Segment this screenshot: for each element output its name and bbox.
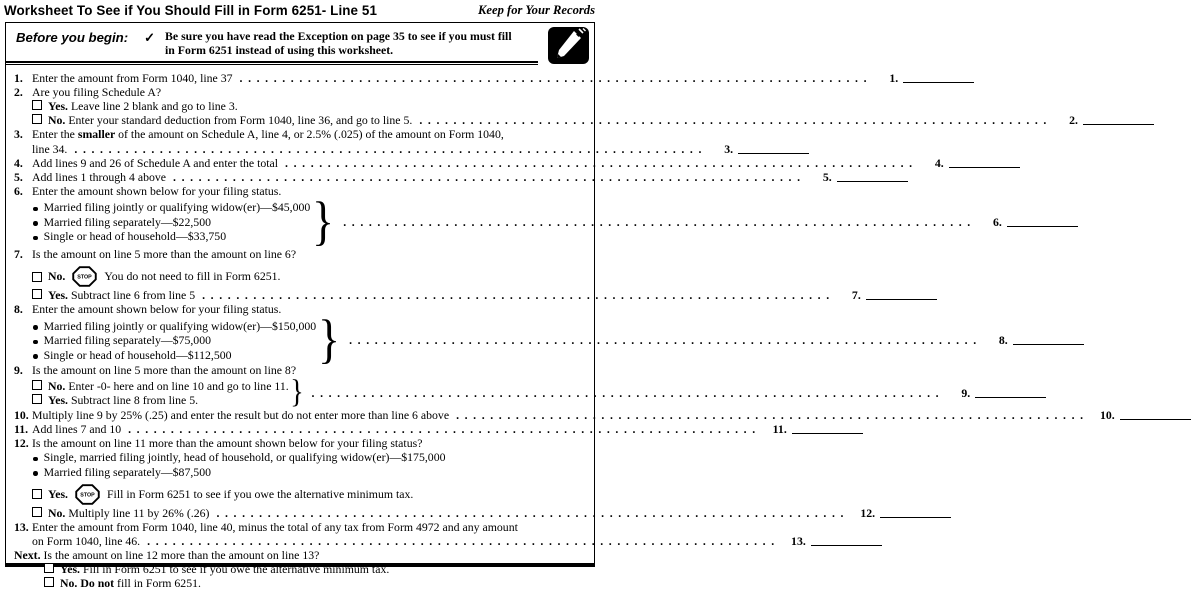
no-label: No. bbox=[48, 270, 65, 283]
line-12-yes-option bbox=[14, 484, 586, 505]
line-8-bullet-2: Married filing separately—$75,000 bbox=[44, 333, 211, 348]
line-3-text-pre: Enter the bbox=[32, 127, 78, 141]
no-text: Enter -0- here and on line 10 and go to line 11. bbox=[65, 379, 288, 393]
no-text: Enter your standard deduction from Form 1040, line 36, and go to line 5. bbox=[65, 113, 412, 127]
yes-label: Yes. bbox=[48, 393, 68, 407]
no-label: No. bbox=[48, 379, 65, 393]
stop-icon bbox=[75, 484, 100, 505]
line-2-no-text bbox=[48, 114, 412, 127]
dot-leader bbox=[312, 387, 945, 400]
line-5-entry bbox=[811, 171, 908, 184]
line-7-right-number: 7. bbox=[840, 289, 861, 302]
line-6-bullet-1: Married filing jointly or qualifying widow(er)—$45,000 bbox=[44, 200, 311, 215]
line-12-text: Is the amount on line 11 more than the amount shown below for your filing status? bbox=[32, 437, 422, 450]
line-2-no-option bbox=[14, 114, 586, 127]
list-item bbox=[32, 348, 316, 363]
line-12-right-number: 12. bbox=[854, 507, 875, 520]
worksheet-lines bbox=[6, 69, 594, 590]
bullet-icon bbox=[33, 471, 38, 476]
yes-text: Subtract line 6 from line 5 bbox=[68, 288, 195, 302]
line-8 bbox=[14, 303, 586, 316]
line-6 bbox=[14, 185, 586, 198]
list-item bbox=[32, 319, 316, 334]
entry-line-5[interactable] bbox=[837, 181, 908, 182]
entry-line-4[interactable] bbox=[949, 167, 1020, 168]
line-5 bbox=[14, 171, 586, 184]
dot-leader bbox=[349, 334, 982, 347]
list-item bbox=[32, 229, 310, 244]
line-2-yes-option bbox=[14, 100, 586, 113]
line-13 bbox=[14, 521, 586, 534]
next-no-checkbox[interactable] bbox=[44, 577, 54, 587]
dot-leader bbox=[173, 171, 806, 184]
bullet-icon bbox=[33, 354, 38, 359]
entry-line-11[interactable] bbox=[792, 433, 863, 434]
line-2-entry bbox=[1057, 114, 1154, 127]
line-8-amount-group bbox=[14, 318, 586, 362]
line-6-bullet-3: Single or head of household—$33,750 bbox=[44, 229, 227, 244]
line-10 bbox=[14, 409, 586, 422]
line-8-bullet-1: Married filing jointly or qualifying widow(er)—$150,000 bbox=[44, 319, 317, 334]
line-10-entry bbox=[1094, 409, 1191, 422]
bullet-icon bbox=[33, 340, 38, 345]
dot-leader bbox=[74, 143, 707, 156]
next-text bbox=[14, 549, 319, 562]
line-6-entry bbox=[981, 216, 1078, 229]
line-7-no-checkbox[interactable] bbox=[32, 272, 42, 282]
entry-line-8[interactable] bbox=[1013, 344, 1084, 345]
line-6-bullets bbox=[32, 200, 310, 244]
bullet-icon bbox=[33, 221, 38, 226]
line-5-text: Add lines 1 through 4 above bbox=[32, 171, 166, 184]
line-2 bbox=[14, 86, 586, 99]
entry-line-6[interactable] bbox=[1007, 226, 1078, 227]
line-7-yes-text bbox=[48, 289, 195, 302]
line-4 bbox=[14, 157, 586, 170]
line-2-right-number: 2. bbox=[1057, 114, 1078, 127]
section-divider bbox=[6, 61, 538, 65]
line-9-number: 9. bbox=[14, 364, 32, 377]
line-6-text: Enter the amount shown below for your filing status. bbox=[32, 185, 281, 198]
line-2-yes-checkbox[interactable] bbox=[32, 100, 42, 110]
line-1-text: Enter the amount from Form 1040, line 37 bbox=[32, 72, 233, 85]
line-9-option-group bbox=[14, 379, 586, 408]
line-5-right-number: 5. bbox=[811, 171, 832, 184]
line-7-no-text: You do not need to fill in Form 6251. bbox=[104, 270, 280, 283]
line-1-entry bbox=[877, 72, 974, 85]
line-10-right-number: 10. bbox=[1094, 409, 1115, 422]
line-12-bullet-2: Married filing separately—$87,500 bbox=[44, 466, 211, 479]
line-7-entry bbox=[840, 289, 937, 302]
line-5-number: 5. bbox=[14, 171, 32, 184]
yes-text: Leave line 2 blank and go to line 3. bbox=[68, 99, 238, 113]
before-you-begin-label: Before you begin: bbox=[16, 30, 128, 45]
list-item bbox=[32, 215, 310, 230]
entry-line-1[interactable] bbox=[903, 82, 974, 83]
line-12-no-text bbox=[48, 507, 209, 520]
line-12-yes-checkbox[interactable] bbox=[32, 489, 42, 499]
line-8-number: 8. bbox=[14, 303, 32, 316]
line-8-right-number: 8. bbox=[987, 334, 1008, 347]
line-11-entry bbox=[766, 423, 863, 436]
line-12-no-option bbox=[14, 507, 586, 520]
entry-line-13[interactable] bbox=[811, 545, 882, 546]
line-2-yes-text bbox=[48, 100, 238, 113]
next-no-text bbox=[60, 577, 201, 590]
entry-line-3[interactable] bbox=[738, 153, 809, 154]
no-label: No. bbox=[48, 506, 65, 520]
entry-line-12[interactable] bbox=[880, 517, 951, 518]
line-7-no-option bbox=[14, 266, 586, 287]
yes-label: Yes. bbox=[48, 288, 68, 302]
line-13-right-number: 13. bbox=[785, 535, 806, 548]
no-bold-text: Do not bbox=[77, 576, 114, 590]
line-13-number: 13. bbox=[14, 521, 32, 534]
line-4-number: 4. bbox=[14, 157, 32, 170]
line-12-yes-text: Fill in Form 6251 to see if you owe the alternative minimum tax. bbox=[107, 488, 413, 501]
dot-leader bbox=[216, 507, 849, 520]
line-8-text: Enter the amount shown below for your filing status. bbox=[32, 303, 281, 316]
line-12-no-checkbox[interactable] bbox=[32, 507, 42, 517]
line-12-entry bbox=[854, 507, 951, 520]
line-1-right-number: 1. bbox=[877, 72, 898, 85]
bullet-icon bbox=[33, 325, 38, 330]
before-you-begin-text bbox=[165, 30, 517, 57]
line-3-text-post: of the amount on Schedule A, line 4, or 2.5% (.025) of the amount on Form 1040, bbox=[115, 127, 504, 141]
dot-leader bbox=[128, 423, 761, 436]
line-13-continued bbox=[14, 535, 586, 548]
yes-label: Yes. bbox=[48, 488, 68, 501]
line-3 bbox=[14, 128, 586, 141]
line-9-yes-option bbox=[32, 393, 289, 408]
brace-glyph: } bbox=[318, 318, 340, 362]
line-9-no-option bbox=[32, 379, 289, 394]
before-you-begin-section bbox=[6, 23, 594, 60]
brace-glyph: } bbox=[290, 379, 303, 407]
line-4-entry bbox=[923, 157, 1020, 170]
line-12 bbox=[14, 437, 586, 450]
stop-icon-label: STOP bbox=[80, 492, 95, 498]
list-item bbox=[32, 333, 316, 348]
yes-text: Subtract line 8 from line 5. bbox=[68, 393, 198, 407]
entry-line-2[interactable] bbox=[1083, 124, 1154, 125]
line-9-entry bbox=[949, 387, 1046, 400]
line-10-text: Multiply line 9 by 25% (.25) and enter the result but do not enter more than line 6 above bbox=[32, 409, 449, 422]
line-9-no-checkbox[interactable] bbox=[32, 380, 42, 390]
bullet-icon bbox=[33, 207, 38, 212]
line-9-yes-text bbox=[48, 393, 198, 408]
line-7-number: 7. bbox=[14, 248, 32, 261]
dot-leader bbox=[202, 289, 835, 302]
line-9-options bbox=[32, 379, 289, 408]
before-text-exception: Exception bbox=[298, 29, 348, 43]
keep-for-records-note: Keep for Your Records bbox=[478, 3, 595, 18]
line-2-number: 2. bbox=[14, 86, 32, 99]
line-9-no-text bbox=[48, 379, 289, 394]
no-text: fill in Form 6251. bbox=[114, 576, 201, 590]
line-13-cont-text: on Form 1040, line 46. bbox=[32, 535, 140, 548]
entry-line-10[interactable] bbox=[1120, 419, 1191, 420]
title-bar bbox=[0, 0, 600, 22]
line-9-text: Is the amount on line 5 more than the amount on line 8? bbox=[32, 364, 296, 377]
line-8-entry bbox=[987, 334, 1084, 347]
line-3-text bbox=[32, 128, 504, 141]
next-yes-text bbox=[60, 563, 389, 576]
line-1-number: 1. bbox=[14, 72, 32, 85]
before-text-post: on page 35 to see if you must fill in Form 6251 instead of using this worksheet. bbox=[165, 29, 512, 57]
dot-leader bbox=[343, 216, 976, 229]
page-title: Worksheet To See if You Should Fill in Form 6251- Line 51 bbox=[4, 3, 377, 18]
line-4-right-number: 4. bbox=[923, 157, 944, 170]
line-7-yes-checkbox[interactable] bbox=[32, 289, 42, 299]
line-9-yes-checkbox[interactable] bbox=[32, 394, 42, 404]
yes-text: Fill in Form 6251 to see if you owe the alternative minimum tax. bbox=[80, 562, 389, 576]
list-item bbox=[32, 200, 310, 215]
next-line bbox=[14, 549, 586, 562]
line-3-entry bbox=[712, 143, 809, 156]
line-6-amount-group bbox=[14, 200, 586, 244]
no-text: Multiply line 11 by 26% (.26) bbox=[65, 506, 209, 520]
line-7-yes-option bbox=[14, 289, 586, 302]
line-13-text: Enter the amount from Form 1040, line 40, minus the total of any tax from Form 4972 and any amount bbox=[32, 521, 518, 534]
line-8-bullets bbox=[32, 319, 316, 363]
line-2-text: Are you filing Schedule A? bbox=[32, 86, 161, 99]
pencil-icon bbox=[548, 27, 589, 64]
stop-icon bbox=[72, 266, 97, 287]
checkmark-icon: ✓ bbox=[144, 30, 155, 46]
dot-leader bbox=[285, 157, 918, 170]
line-1 bbox=[14, 72, 586, 85]
line-3-text-smaller: smaller bbox=[78, 127, 115, 141]
next-label: Next. bbox=[14, 548, 41, 562]
brace-glyph: } bbox=[312, 200, 334, 244]
line-11-number: 11. bbox=[14, 423, 32, 436]
next-yes-option bbox=[14, 563, 586, 576]
before-text-pre: Be sure you have read the bbox=[165, 29, 298, 43]
line-11-text: Add lines 7 and 10 bbox=[32, 423, 121, 436]
entry-line-7[interactable] bbox=[866, 299, 937, 300]
line-3-continued bbox=[14, 143, 586, 156]
bullet-icon bbox=[33, 236, 38, 241]
line-7-text: Is the amount on line 5 more than the amount on line 6? bbox=[32, 248, 296, 261]
next-question: Is the amount on line 12 more than the amount on line 13? bbox=[41, 548, 320, 562]
line-12-bullet-1: Single, married filing jointly, head of household, or qualifying widow(er)—$175,000 bbox=[44, 451, 446, 464]
next-yes-checkbox[interactable] bbox=[44, 563, 54, 573]
entry-line-9[interactable] bbox=[975, 397, 1046, 398]
dot-leader bbox=[240, 72, 873, 85]
line-3-cont-text: line 34. bbox=[32, 143, 67, 156]
line-3-right-number: 3. bbox=[712, 143, 733, 156]
line-8-bullet-3: Single or head of household—$112,500 bbox=[44, 348, 232, 363]
line-12-bullet-2-row bbox=[14, 466, 586, 479]
no-label: No. bbox=[60, 576, 77, 590]
line-11 bbox=[14, 423, 586, 436]
line-10-number: 10. bbox=[14, 409, 32, 422]
line-6-right-number: 6. bbox=[981, 216, 1002, 229]
yes-label: Yes. bbox=[60, 562, 80, 576]
bullet-icon bbox=[33, 457, 38, 462]
line-12-number: 12. bbox=[14, 437, 32, 450]
line-11-right-number: 11. bbox=[766, 423, 787, 436]
line-13-entry bbox=[785, 535, 882, 548]
line-9-right-number: 9. bbox=[949, 387, 970, 400]
line-7 bbox=[14, 248, 586, 261]
yes-label: Yes. bbox=[48, 99, 68, 113]
dot-leader bbox=[419, 114, 1052, 127]
line-6-number: 6. bbox=[14, 185, 32, 198]
line-6-bullet-2: Married filing separately—$22,500 bbox=[44, 215, 211, 230]
next-no-option bbox=[14, 577, 586, 590]
stop-icon-label: STOP bbox=[78, 275, 93, 281]
dot-leader bbox=[147, 535, 780, 548]
worksheet-box bbox=[5, 22, 595, 567]
dot-leader bbox=[456, 409, 1089, 422]
line-3-number: 3. bbox=[14, 128, 32, 141]
no-label: No. bbox=[48, 113, 65, 127]
line-4-text: Add lines 9 and 26 of Schedule A and enter the total bbox=[32, 157, 278, 170]
line-2-no-checkbox[interactable] bbox=[32, 114, 42, 124]
line-12-bullet-1-row bbox=[14, 451, 586, 464]
